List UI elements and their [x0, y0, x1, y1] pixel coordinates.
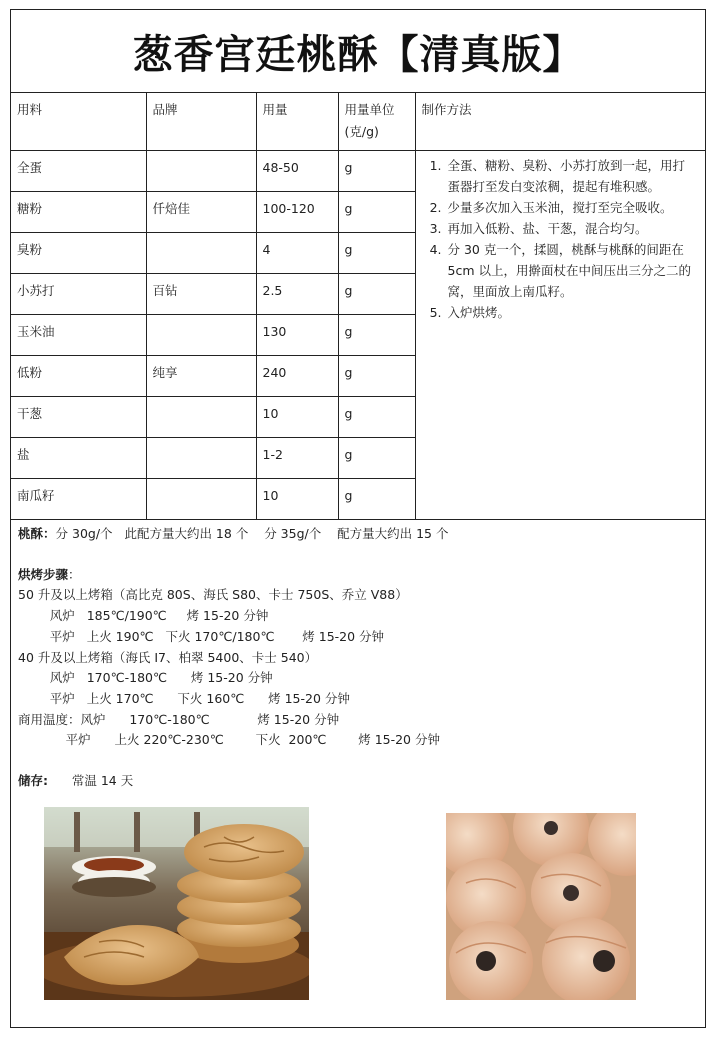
ingredient-brand: 百钻	[146, 274, 256, 315]
ingredient-name: 低粉	[11, 356, 146, 397]
ingredient-unit: g	[338, 192, 415, 233]
ingredient-brand	[146, 315, 256, 356]
baking-line: 40 升及以上烤箱（海氏 I7、柏翠 5400、卡士 540）	[18, 649, 318, 665]
method-step: 3. 再加入低粉、盐、干葱，混合均匀。	[446, 218, 698, 239]
ingredient-amount: 240	[256, 356, 338, 397]
ingredient-brand	[146, 397, 256, 438]
ingredient-name: 小苏打	[11, 274, 146, 315]
table-row	[11, 151, 705, 192]
method-step: 2. 少量多次加入玉米油，搅打至完全吸收。	[446, 197, 698, 218]
baking-heading	[18, 565, 705, 586]
ingredient-name: 盐	[11, 438, 146, 479]
storage-label: 储存:	[18, 773, 48, 789]
yield-line	[18, 524, 705, 545]
ingredient-brand	[146, 479, 256, 520]
cookie-tray-photo	[446, 813, 636, 1000]
ingredient-brand	[146, 233, 256, 274]
ingredient-name: 臭粉	[11, 233, 146, 274]
ingredient-brand: 仟焙佳	[146, 192, 256, 233]
yield-label: 桃酥：	[18, 526, 56, 541]
ingredient-amount: 10	[256, 479, 338, 520]
yield-text: 分 30g/个 此配方量大约出 18 个 分 35g/个 配方量大约出 15 个	[55, 526, 449, 541]
ingredient-name: 南瓜籽	[11, 479, 146, 520]
ingredient-unit: g	[338, 438, 415, 479]
baking-line: 平炉 上火 190℃ 下火 170℃/180℃ 烤 15-20 分钟	[18, 628, 385, 644]
baking-label: 烘烤步骤	[18, 566, 69, 582]
ingredient-brand: 纯享	[146, 356, 256, 397]
ingredient-name: 干葱	[11, 397, 146, 438]
header-unit: 用量单位(克/g)	[338, 93, 415, 151]
ingredient-unit: g	[338, 479, 415, 520]
header-brand: 品牌	[146, 93, 256, 151]
ingredient-unit: g	[338, 397, 415, 438]
baking-line: 风炉 170℃-180℃ 烤 15-20 分钟	[18, 670, 273, 686]
baking-line: 平炉 上火 220℃-230℃ 下火 200℃ 烤 15-20 分钟	[18, 732, 440, 748]
ingredient-amount: 130	[256, 315, 338, 356]
method-step: 4. 分 30 克一个，揉圆，桃酥与桃酥的间距在 5cm 以上，用擀面杖在中间压出三分之二的窝，里面放上南瓜籽。	[446, 239, 698, 302]
ingredient-name: 玉米油	[11, 315, 146, 356]
ingredient-amount: 1-2	[256, 438, 338, 479]
method-step: 5. 入炉烘烤。	[446, 302, 698, 323]
ingredient-brand	[146, 438, 256, 479]
ingredient-amount: 48-50	[256, 151, 338, 192]
method-cell	[415, 151, 705, 520]
baking-line: 风炉 185℃/190℃ 烤 15-20 分钟	[18, 608, 269, 624]
ingredient-unit: g	[338, 151, 415, 192]
baking-colon: ：	[68, 566, 81, 582]
ingredient-amount: 10	[256, 397, 338, 438]
page-title: 葱香宫廷桃酥【清真版】	[11, 10, 705, 93]
method-steps	[422, 155, 698, 323]
ingredient-unit: g	[338, 233, 415, 274]
method-step: 1. 全蛋、糖粉、臭粉、小苏打放到一起，用打蛋器打至发白变浓稠，提起有堆积感。	[446, 155, 698, 197]
ingredient-table	[11, 93, 705, 520]
storage-line	[18, 771, 705, 792]
header-amount: 用量	[256, 93, 338, 151]
ingredient-brand	[146, 151, 256, 192]
ingredient-name: 全蛋	[11, 151, 146, 192]
header-method: 制作方法	[415, 93, 705, 151]
ingredient-unit: g	[338, 356, 415, 397]
header-ingredient: 用料	[11, 93, 146, 151]
table-header-row	[11, 93, 705, 151]
baking-line: 平炉 上火 170℃ 下火 160℃ 烤 15-20 分钟	[18, 690, 350, 706]
ingredient-amount: 2.5	[256, 274, 338, 315]
ingredient-amount: 4	[256, 233, 338, 274]
ingredient-amount: 100-120	[256, 192, 338, 233]
recipe-notes	[11, 520, 705, 792]
baking-line: 商用温度：风炉 170℃-180℃ 烤 15-20 分钟	[18, 711, 340, 727]
baking-line: 50 升及以上烤箱（高比克 80S、海氏 S80、卡士 750S、乔立 V88）	[18, 587, 408, 603]
ingredient-unit: g	[338, 315, 415, 356]
storage-text: 常温 14 天	[71, 773, 134, 789]
ingredient-unit: g	[338, 274, 415, 315]
cookie-stack-photo	[44, 807, 309, 1000]
ingredient-name: 糖粉	[11, 192, 146, 233]
